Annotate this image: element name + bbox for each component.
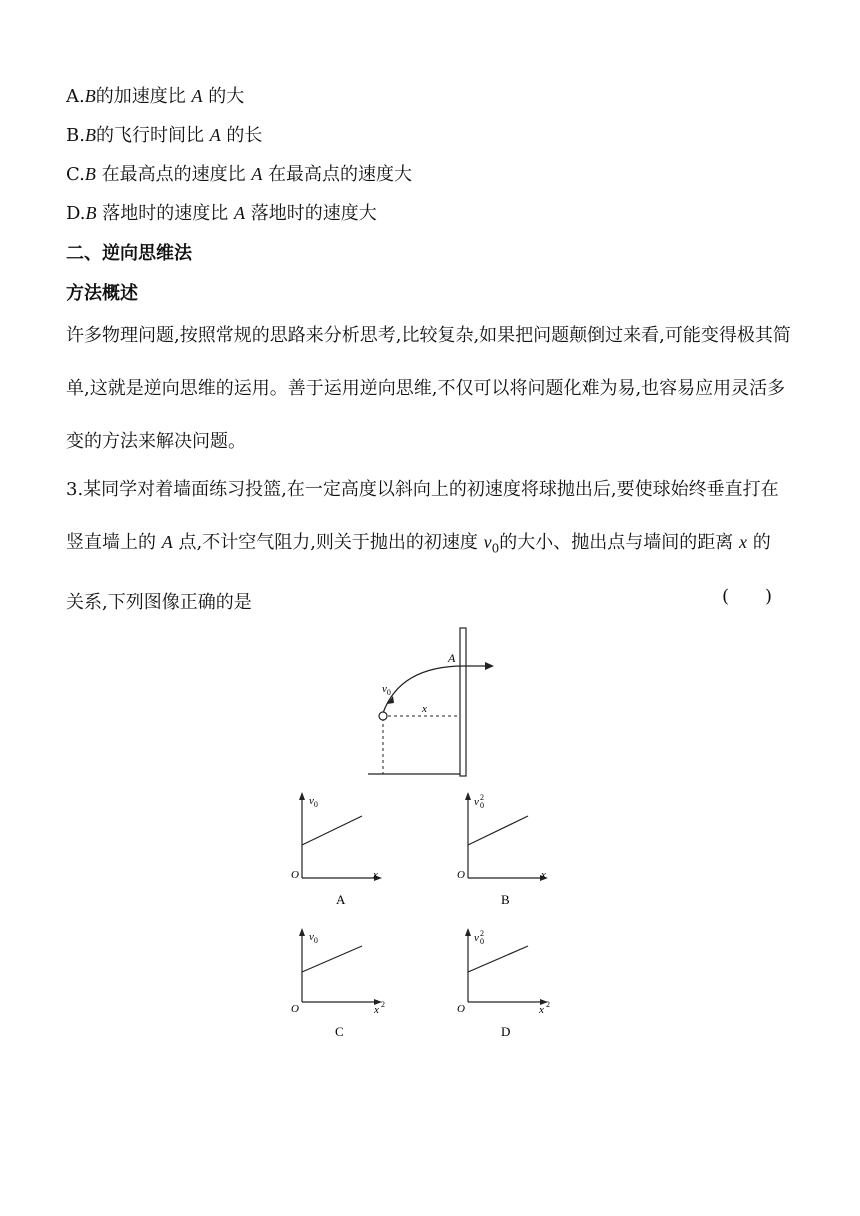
- question-3: [66, 463, 786, 629]
- question-point-a: A: [161, 532, 173, 552]
- option-b-tail: 的长: [226, 125, 263, 146]
- y-label-sub: 0: [480, 937, 484, 946]
- option-d-prefix: D.: [66, 203, 86, 224]
- section-subheading: 方法概述: [66, 283, 138, 304]
- graph-line: [302, 946, 362, 972]
- graph-d: [448, 924, 558, 1046]
- graph-caption: D: [501, 1024, 511, 1039]
- option-a-subject: B: [84, 86, 96, 106]
- graph-line: [468, 946, 528, 972]
- option-c-tail: 在最高点的速度大: [268, 164, 413, 185]
- graph-c: [282, 924, 392, 1046]
- method-description: 许多物理问题,按照常规的思路来分析思考,比较复杂,如果把问题颠倒过来看,可能变得极其简单,这就是逆向思维的运用。善于运用逆向思维,不仅可以将问题化难为易,也容易应用灵活多变的方法来解决问题。: [66, 325, 791, 452]
- option-d: [66, 199, 377, 225]
- y-label: v: [474, 796, 479, 808]
- y-label: v: [474, 932, 479, 944]
- y-axis-arrow-icon: [299, 928, 305, 936]
- option-d-tail: 落地时的速度大: [250, 203, 377, 224]
- graph-caption: A: [336, 892, 346, 907]
- option-d-ref: A: [233, 203, 245, 223]
- option-d-mid: 落地时的速度比: [102, 203, 229, 224]
- origin-label: O: [291, 869, 299, 881]
- graph-a: [282, 788, 382, 910]
- question-v0: v: [483, 532, 492, 552]
- origin-label: O: [291, 1003, 299, 1015]
- question-v0-sub: 0: [491, 541, 500, 556]
- question-x: x: [739, 532, 748, 552]
- y-label-sup: 2: [480, 793, 484, 802]
- question-text-4: 的关系,下列图像正确的是: [66, 532, 771, 613]
- option-c-prefix: C.: [66, 164, 85, 185]
- option-b-prefix: B.: [66, 125, 85, 146]
- y-label-sub: 0: [480, 801, 484, 810]
- graph-caption: C: [335, 1024, 344, 1039]
- x-label: x: [374, 1004, 379, 1016]
- wall: [460, 628, 466, 776]
- x-label: x: [541, 869, 546, 881]
- x-label: x: [422, 703, 427, 715]
- section-heading: 二、逆向思维法: [66, 243, 192, 264]
- option-c-subject: B: [84, 164, 96, 184]
- origin-label: O: [457, 1003, 465, 1015]
- option-b-subject: B: [84, 125, 96, 145]
- option-b-ref: A: [209, 125, 221, 145]
- question-text-3: 的大小、抛出点与墙间的距离: [499, 532, 734, 553]
- point-a-label: A: [448, 651, 456, 665]
- throw-diagram: [360, 622, 500, 782]
- y-label: $v_0$: [309, 795, 318, 809]
- option-b: [66, 121, 262, 147]
- option-a-prefix: A.: [66, 86, 85, 107]
- x-label-sup: 2: [546, 1000, 550, 1009]
- option-c-mid: 在最高点的速度比: [101, 164, 246, 185]
- x-label: x: [539, 1004, 544, 1016]
- v0-label: $v_0$: [382, 683, 391, 697]
- y-label-sup: 2: [480, 929, 484, 938]
- x-label: x: [373, 869, 378, 881]
- option-a-ref: A: [191, 86, 203, 106]
- option-a-mid: 的加速度比: [95, 86, 186, 107]
- graph-line: [302, 816, 362, 845]
- question-text-1: 3.某同学对着墙面练习投篮,在一定高度以斜向上的初速度将球抛出后,要使球始终垂直打在竖直墙上的: [66, 479, 779, 553]
- graph-line: [468, 816, 528, 845]
- option-c: [66, 160, 412, 186]
- y-axis-arrow-icon: [465, 792, 471, 800]
- graph-caption: B: [501, 892, 510, 907]
- y-axis-arrow-icon: [299, 792, 305, 800]
- answer-blank: ( ): [722, 586, 773, 607]
- option-a: [66, 82, 244, 108]
- option-a-tail: 的大: [208, 86, 245, 107]
- graph-b: [448, 788, 558, 910]
- origin-label: O: [457, 869, 465, 881]
- y-axis-arrow-icon: [465, 928, 471, 936]
- arrow-head-icon: [485, 662, 494, 670]
- x-label-sup: 2: [381, 1000, 385, 1009]
- option-d-subject: B: [85, 203, 97, 223]
- option-b-mid: 的飞行时间比: [95, 125, 204, 146]
- ball: [379, 712, 387, 720]
- question-text-2: 点,不计空气阻力,则关于抛出的初速度: [178, 532, 478, 553]
- option-c-ref: A: [251, 164, 263, 184]
- y-label: $v_0$: [309, 931, 318, 945]
